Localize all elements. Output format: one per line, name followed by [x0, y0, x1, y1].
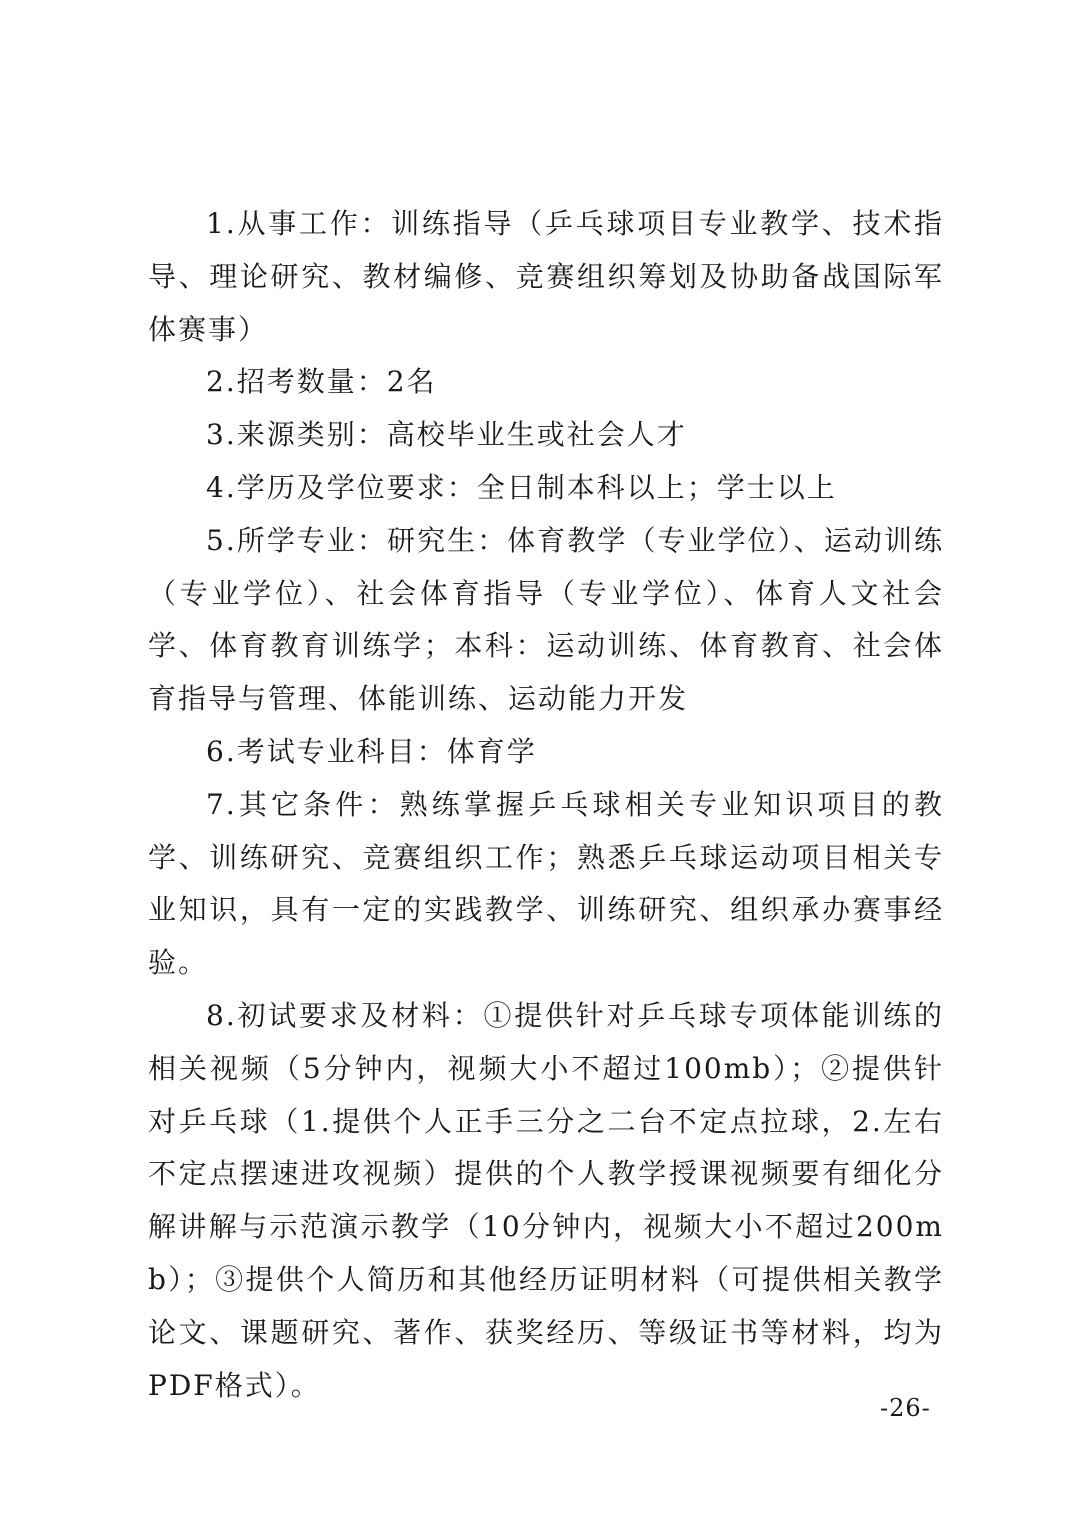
paragraph-other-conditions: 7.其它条件：熟练掌握乒乓球相关专业知识项目的教学、训练研究、竞赛组织工作；熟悉乒乓球运动项目相关专业知识，具有一定的实践教学、训练研究、组织承办赛事经验。 [148, 787, 944, 980]
page-number: -26- [880, 1394, 931, 1422]
paragraph-recruit-count: 2.招考数量：2名 [206, 365, 437, 399]
paragraph-work-duties: 1.从事工作：训练指导（乒乓球项目专业教学、技术指导、理论研究、教材编修、竞赛组织筹划及协助备战国际军体赛事） [148, 207, 944, 346]
document-body [148, 198, 944, 1412]
paragraph-education-requirement: 4.学历及学位要求：全日制本科以上；学士以上 [206, 470, 837, 504]
paragraph-major: 5.所学专业：研究生：体育教学（专业学位）、运动训练（专业学位）、社会体育指导（专业学位）、体育人文社会学、体育教育训练学；本科：运动训练、体育教育、社会体育指导与管理、体能训练、运动能力开发 [148, 523, 944, 716]
paragraph-preliminary-requirements: 8.初试要求及材料：①提供针对乒乓球专项体能训练的相关视频（5分钟内，视频大小不超过100mb）；②提供针对乒乓球（1.提供个人正手三分之二台不定点拉球，2.左右不定点摆速进攻视频）提供的个人教学授课视频要有细化分解讲解与示范演示教学（10分钟内，视频大小不超过200mb）；③提供个人简历和其他经历证明材料（可提供相关教学论文、课题研究、著作、获奖经历、等级证书等材料，均为PDF格式）。 [148, 998, 944, 1402]
paragraph-exam-subject: 6.考试专业科目：体育学 [206, 734, 537, 768]
paragraph-source-category: 3.来源类别：高校毕业生或社会人才 [206, 418, 687, 452]
